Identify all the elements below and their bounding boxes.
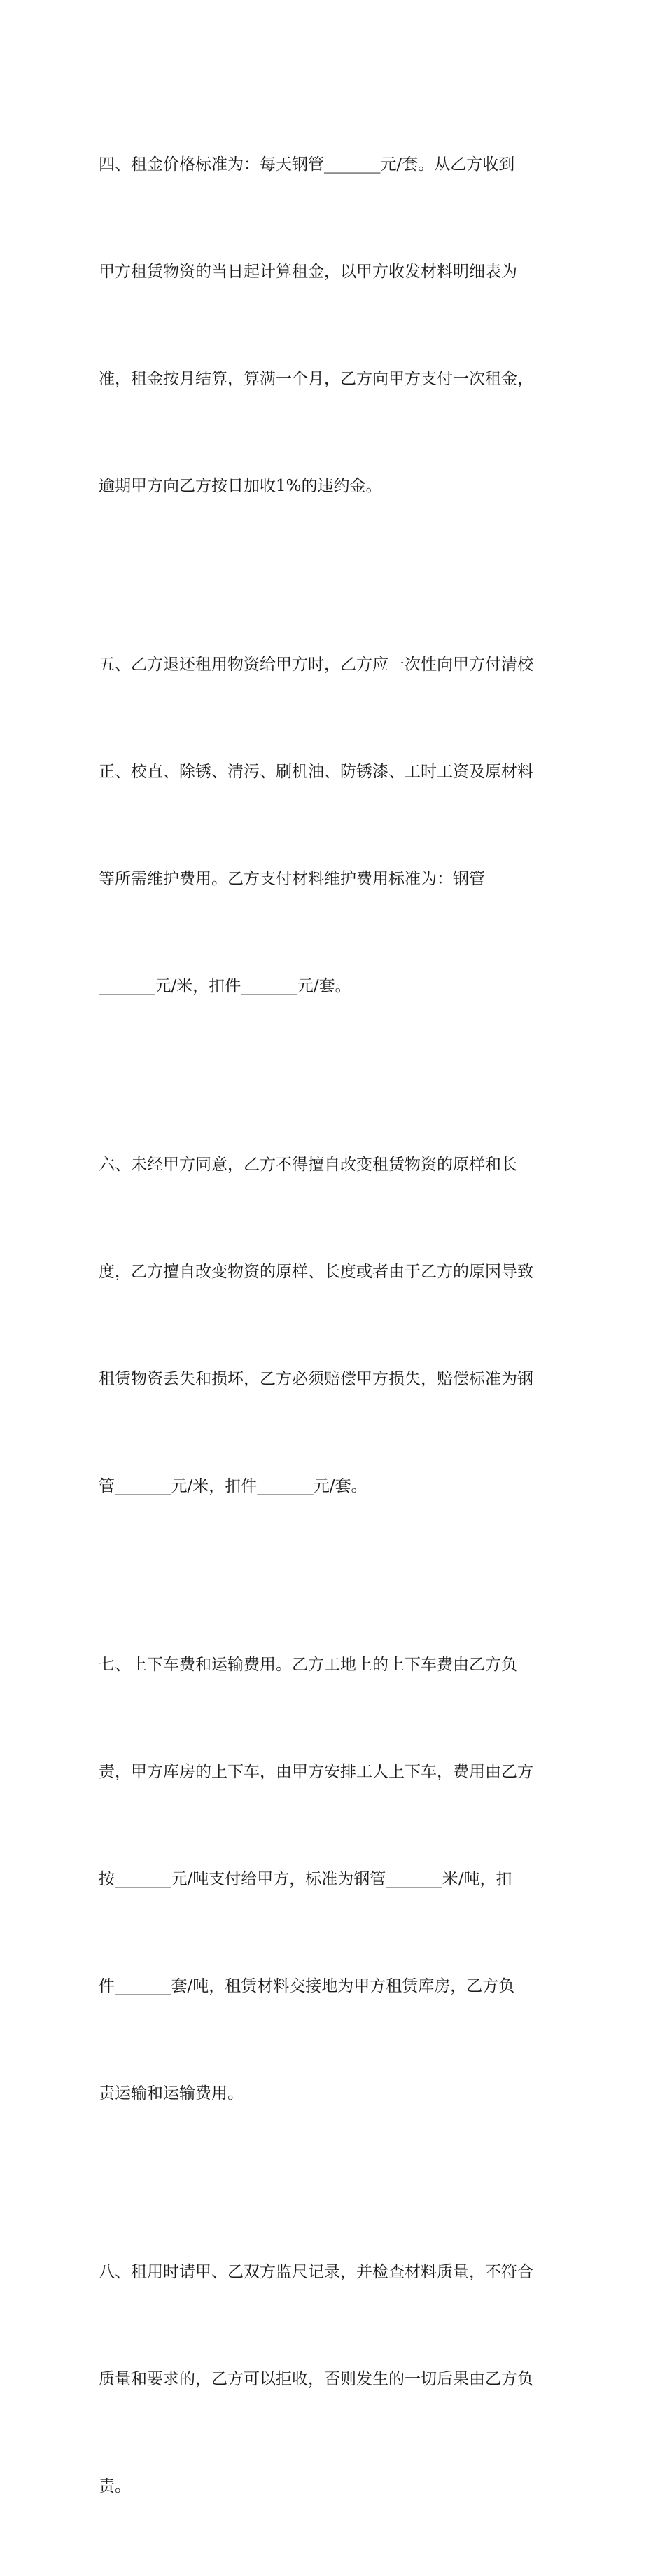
clause-4-rent-price — [99, 76, 575, 576]
text-line: 责，甲方库房的上下车，由甲方安排工人上下车，费用由乙方 — [99, 1763, 533, 1781]
text-line: 管_______元/米，扣件_______元/套。 — [99, 1477, 368, 1495]
text-line: 六、未经甲方同意，乙方不得擅自改变租赁物资的原样和长 — [99, 1156, 517, 1174]
text-line: _______元/米，扣件_______元/套。 — [99, 977, 351, 995]
text-line: 逾期甲方向乙方按日加收1%的违约金。 — [99, 477, 382, 495]
text-line: 度，乙方擅自改变物资的原样、长度或者由于乙方的原因导致 — [99, 1263, 533, 1281]
text-line: 件_______套/吨，租赁材料交接地为甲方租赁库房，乙方负 — [99, 1977, 515, 1995]
text-line: 五、乙方退还租用物资给甲方时，乙方应一次性向甲方付清校 — [99, 656, 533, 674]
text-line: 四、租金价格标准为：每天钢管_______元/套。从乙方收到 — [99, 155, 515, 174]
text-line: 责运输和运输费用。 — [99, 2084, 244, 2103]
text-line: 正、校直、除锈、清污、刷机油、防锈漆、工时工资及原材料 — [99, 763, 533, 781]
text-line: 质量和要求的，乙方可以拒收，否则发生的一切后果由乙方负 — [99, 2370, 533, 2388]
clause-7-transport-fee — [99, 1576, 575, 2183]
text-line: 甲方租赁物资的当日起计算租金，以甲方收发材料明细表为 — [99, 263, 517, 281]
text-line: 责。 — [99, 2477, 131, 2495]
text-line: 按_______元/吨支付给甲方，标准为钢管_______米/吨，扣 — [99, 1870, 512, 1888]
text-line: 七、上下车费和运输费用。乙方工地上的上下车费由乙方负 — [99, 1656, 517, 1674]
text-line: 租赁物资丢失和损坏，乙方必须赔偿甲方损失，赔偿标准为钢 — [99, 1370, 533, 1388]
text-line: 准，租金按月结算，算满一个月，乙方向甲方支付一次租金， — [99, 370, 533, 388]
clause-6-damage-compensation — [99, 1076, 575, 1576]
contract-body — [99, 76, 575, 2576]
text-line: 等所需维护费用。乙方支付材料维护费用标准为：钢管 — [99, 870, 485, 888]
clause-8-inspection — [99, 2183, 575, 2576]
clause-5-maintenance-fee — [99, 576, 575, 1076]
text-line: 八、租用时请甲、乙双方监尺记录，并检查材料质量，不符合 — [99, 2263, 533, 2281]
